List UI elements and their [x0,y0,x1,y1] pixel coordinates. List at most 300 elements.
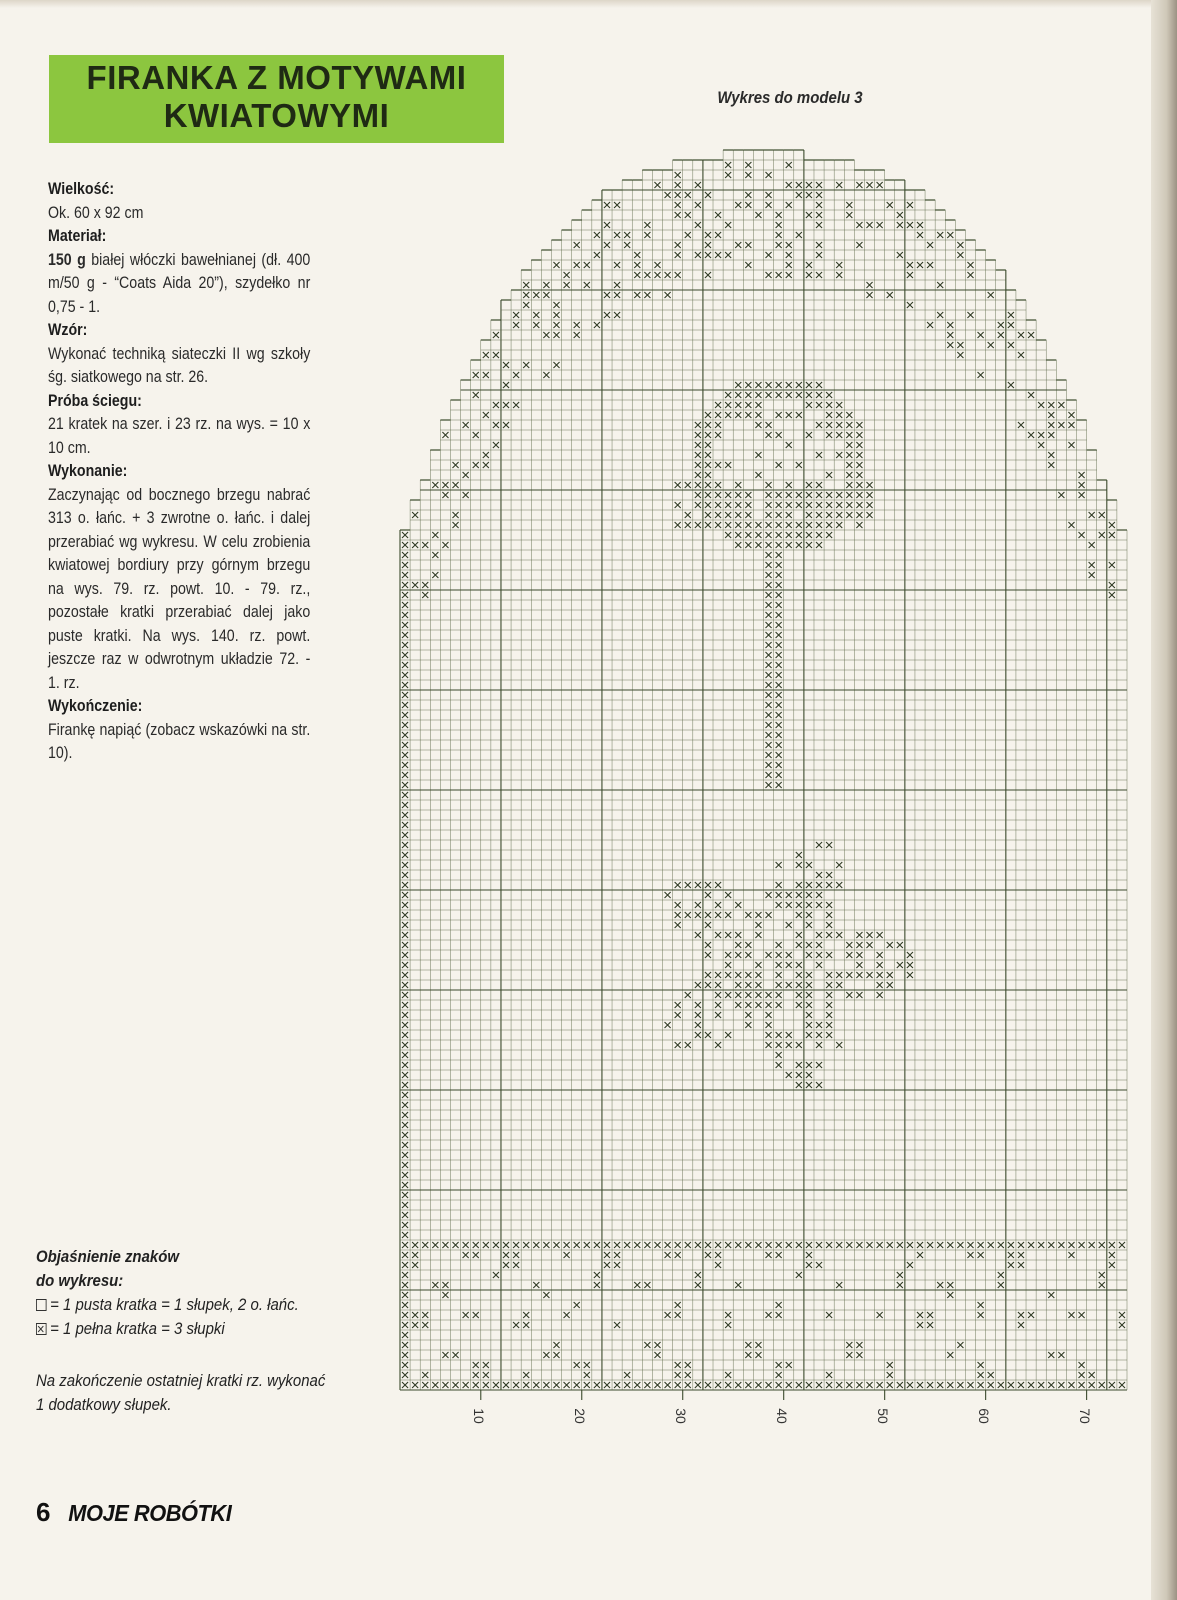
legend-item-full-text: = 1 pełna kratka = 3 słupki [50,1319,225,1338]
filled-cell [402,1332,408,1338]
filled-cell [786,412,792,418]
filled-cell [766,952,772,958]
filled-cell [937,1282,943,1288]
filled-cell [695,902,701,908]
filled-cell [776,1242,782,1248]
filled-cell [917,232,923,238]
filled-cell [766,562,772,568]
filled-cell [715,972,721,978]
filled-cell [745,392,751,398]
filled-cell [705,432,711,438]
filled-cell [1058,402,1064,408]
filled-cell [1058,492,1064,498]
filled-cell [957,252,963,258]
filled-cell [766,572,772,578]
filled-cell [463,1312,469,1318]
filled-cell [866,512,872,518]
filled-cell [816,882,822,888]
filled-cell [766,1012,772,1018]
filled-cell [988,1382,994,1388]
filled-cell [947,1382,953,1388]
filled-cell [665,1382,671,1388]
filled-cell [715,1262,721,1268]
filled-cell [705,972,711,978]
filled-cell [776,672,782,678]
filled-cell [1068,422,1074,428]
filled-cell [745,522,751,528]
filled-cell [402,812,408,818]
filled-cell [755,922,761,928]
filled-cell [917,1312,923,1318]
filled-cell [907,1242,913,1248]
filled-cell [725,522,731,528]
filled-cell [624,1382,630,1388]
filled-cell [422,1372,428,1378]
filled-cell [796,492,802,498]
filled-cell [402,662,408,668]
filled-cell [644,232,650,238]
axis-label: 50 [874,1408,891,1424]
filled-cell [1048,402,1054,408]
filled-cell [533,322,539,328]
section-text: Wykonać techniką siateczki II wg szkoły śg. siatkowego na str. 26. [48,344,311,386]
filled-cell [786,542,792,548]
filled-cell [776,902,782,908]
filled-cell [483,1362,489,1368]
filled-cell [806,862,812,868]
filled-cell [624,1242,630,1248]
filled-cell [735,482,741,488]
filled-cell [402,1132,408,1138]
filled-cell [846,952,852,958]
legend-title-1: Objaśnienie znaków [36,1247,179,1266]
filled-cell [755,522,761,528]
filled-cell [695,492,701,498]
filled-cell [695,982,701,988]
filled-cell [776,412,782,418]
filled-cell [766,1032,772,1038]
filled-cell [877,992,883,998]
filled-cell [766,742,772,748]
filled-cell [1008,322,1014,328]
filled-cell [1048,452,1054,458]
filled-cell [1119,1322,1125,1328]
filled-cell [745,1382,751,1388]
filled-cell [836,972,842,978]
filled-cell [967,1252,973,1258]
filled-cell [745,532,751,538]
filled-cell [402,532,408,538]
filled-cell [715,502,721,508]
axis-label: 20 [571,1408,588,1424]
filled-cell [675,1012,681,1018]
filled-cell [796,1002,802,1008]
filled-cell [806,952,812,958]
filled-cell [1119,1312,1125,1318]
filled-cell [1109,592,1115,598]
filled-cell [594,252,600,258]
filled-cell [432,552,438,558]
filled-cell [402,972,408,978]
filled-cell [937,282,943,288]
filled-cell [594,1272,600,1278]
filled-cell [1028,392,1034,398]
filled-cell [836,522,842,528]
filled-cell [856,492,862,498]
filled-cell [412,1312,418,1318]
filled-cell [745,492,751,498]
filled-cell [856,462,862,468]
filled-cell [402,1322,408,1328]
filled-cell [685,1382,691,1388]
filled-cell [402,952,408,958]
filled-cell [907,302,913,308]
filled-cell [816,182,822,188]
filled-cell [533,292,539,298]
filled-cell [644,1242,650,1248]
filled-cell [816,482,822,488]
filled-cell [796,462,802,468]
filled-cell [786,482,792,488]
filled-cell [412,1262,418,1268]
filled-cell [705,892,711,898]
filled-cell [755,422,761,428]
filled-cell [866,182,872,188]
filled-cell [493,442,499,448]
filled-cell [675,482,681,488]
filled-cell [755,972,761,978]
filled-cell [442,482,448,488]
filled-cell [776,232,782,238]
filled-cell [826,522,832,528]
section-text: 21 kratek na szer. i 23 rz. na wys. = 10 x 10 cm. [48,415,311,457]
filled-cell [513,322,519,328]
filled-cell [624,242,630,248]
filled-cell [766,682,772,688]
filled-cell [715,982,721,988]
filled-cell [755,912,761,918]
filled-cell [866,1242,872,1248]
filled-cell [402,1272,408,1278]
filled-cell [1018,1312,1024,1318]
filled-cell [463,422,469,428]
filled-cell [675,1382,681,1388]
filled-cell [766,382,772,388]
filled-cell [816,252,822,258]
filled-cell [675,1312,681,1318]
filled-cell [755,1352,761,1358]
filled-cell [402,872,408,878]
filled-cell [776,562,782,568]
filled-cell [523,362,529,368]
filled-cell [402,882,408,888]
filled-cell [513,1322,519,1328]
filled-cell [402,652,408,658]
filled-cell [604,1382,610,1388]
filled-cell [856,952,862,958]
filled-cell [755,1002,761,1008]
filled-cell [897,1272,903,1278]
filled-cell [776,702,782,708]
filled-cell [755,392,761,398]
filled-cell [553,312,559,318]
filled-cell [776,462,782,468]
filled-cell [766,1382,772,1388]
filled-cell [816,1032,822,1038]
filled-cell [402,702,408,708]
filled-cell [584,262,590,268]
filled-cell [675,1042,681,1048]
filled-cell [917,1252,923,1258]
filled-cell [614,262,620,268]
filled-cell [998,332,1004,338]
filled-cell [776,572,782,578]
filled-cell [816,842,822,848]
filled-cell [766,762,772,768]
filled-cell [442,1242,448,1248]
filled-cell [705,502,711,508]
filled-cell [907,222,913,228]
filled-cell [432,482,438,488]
filled-cell [543,1292,549,1298]
filled-cell [816,392,822,398]
filled-cell [574,322,580,328]
filled-cell [402,1182,408,1188]
filled-cell [675,172,681,178]
filled-cell [402,1092,408,1098]
filled-cell [816,932,822,938]
filled-cell [766,912,772,918]
filled-cell [725,1032,731,1038]
filled-cell [463,1252,469,1258]
filled-cell [806,182,812,188]
filled-cell [776,632,782,638]
filled-cell [776,892,782,898]
filled-cell [685,1242,691,1248]
filled-cell [866,482,872,488]
filled-cell [796,992,802,998]
filled-cell [523,282,529,288]
filled-cell [402,632,408,638]
filled-cell [776,1382,782,1388]
filled-cell [644,222,650,228]
filled-cell [866,282,872,288]
filled-cell [937,1242,943,1248]
filled-cell [402,1062,408,1068]
filled-cell [947,332,953,338]
filled-cell [725,492,731,498]
filled-cell [402,892,408,898]
filled-cell [836,882,842,888]
filled-cell [826,1022,832,1028]
filled-cell [776,712,782,718]
filled-cell [1018,422,1024,428]
filled-cell [816,1022,822,1028]
filled-cell [937,312,943,318]
filled-cell [412,582,418,588]
filled-cell [1048,1292,1054,1298]
filled-cell [1119,1242,1125,1248]
filled-cell [1048,1382,1054,1388]
filled-cell [806,272,812,278]
filled-cell [533,1282,539,1288]
filled-cell [796,532,802,538]
filled-cell [553,322,559,328]
filled-cell [695,502,701,508]
filled-cell [755,962,761,968]
filled-cell [745,162,751,168]
filled-cell [523,1242,529,1248]
filled-cell [1099,1282,1105,1288]
filled-cell [806,1012,812,1018]
filled-cell [978,1302,984,1308]
filled-cell [402,1052,408,1058]
filled-cell [786,502,792,508]
filled-cell [947,322,953,328]
filled-cell [796,412,802,418]
filled-cell [816,1062,822,1068]
filled-cell [735,532,741,538]
filled-cell [816,272,822,278]
filled-cell [806,482,812,488]
filled-cell [705,512,711,518]
filled-cell [796,1062,802,1068]
filled-cell [907,1262,913,1268]
filled-cell [715,912,721,918]
filled-cell [402,1042,408,1048]
filled-cell [1109,582,1115,588]
filled-cell [402,1012,408,1018]
filled-cell [1089,562,1095,568]
filled-cell [877,182,883,188]
filled-cell [594,232,600,238]
filled-cell [685,512,691,518]
filled-cell [442,432,448,438]
filled-cell [836,982,842,988]
filled-cell [836,432,842,438]
filled-cell [685,1372,691,1378]
filled-cell [614,312,620,318]
filled-cell [776,682,782,688]
filled-cell [776,582,782,588]
filled-cell [786,962,792,968]
filled-cell [776,732,782,738]
filled-cell [604,202,610,208]
filled-cell [887,1362,893,1368]
filled-cell [766,722,772,728]
filled-cell [705,882,711,888]
filled-cell [776,1052,782,1058]
filled-cell [755,1342,761,1348]
filled-cell [564,1242,570,1248]
filled-cell [947,1242,953,1248]
filled-cell [725,462,731,468]
filled-cell [887,1382,893,1388]
filled-cell [584,1362,590,1368]
filled-cell [402,762,408,768]
filled-cell [816,222,822,228]
filled-cell [806,1082,812,1088]
filled-cell [846,512,852,518]
filled-cell [796,972,802,978]
filled-cell [907,952,913,958]
filled-cell [887,942,893,948]
filled-cell [776,1032,782,1038]
filled-cell [816,212,822,218]
filled-cell [432,1382,438,1388]
filled-cell [402,1112,408,1118]
filled-cell [1079,472,1085,478]
filled-cell [1018,1322,1024,1328]
filled-cell [705,942,711,948]
filled-cell [1008,342,1014,348]
filled-cell [473,1242,479,1248]
filled-cell [725,1242,731,1248]
filled-cell [523,302,529,308]
filled-cell [705,922,711,928]
filled-cell [402,992,408,998]
filled-cell [402,772,408,778]
filled-cell [816,872,822,878]
filled-cell [452,1242,458,1248]
filled-cell [675,522,681,528]
filled-cell [745,502,751,508]
filled-cell [967,262,973,268]
filled-cell [897,222,903,228]
filled-cell [806,392,812,398]
section-heading: Próba ściegu: [48,391,142,410]
filled-cell [695,1022,701,1028]
filled-cell [856,442,862,448]
filled-cell [725,912,731,918]
filled-cell [776,882,782,888]
filled-cell [776,1042,782,1048]
filled-cell [584,1242,590,1248]
filled-cell [705,452,711,458]
filled-cell [776,952,782,958]
filled-cell [442,542,448,548]
filled-cell [1079,1312,1085,1318]
filled-cell [402,1352,408,1358]
filled-cell [776,1002,782,1008]
filled-cell [402,542,408,548]
filled-cell [402,612,408,618]
filled-cell [493,352,499,358]
filled-cell [826,412,832,418]
filled-cell [1119,1382,1125,1388]
filled-cell [766,482,772,488]
filled-cell [402,582,408,588]
filled-cell [796,912,802,918]
filled-cell [725,952,731,958]
filled-cell [422,1242,428,1248]
filled-cell [503,422,509,428]
filled-cell [402,1312,408,1318]
filled-cell [755,542,761,548]
filled-cell [402,712,408,718]
filled-cell [715,412,721,418]
filled-cell [402,602,408,608]
filled-cell [654,1382,660,1388]
filled-cell [1068,1382,1074,1388]
filled-cell [543,332,549,338]
filled-cell [614,1252,620,1258]
axis-label: 40 [773,1408,790,1424]
filled-cell [816,952,822,958]
filled-cell [806,532,812,538]
filled-cell [402,832,408,838]
filled-cell [776,382,782,388]
